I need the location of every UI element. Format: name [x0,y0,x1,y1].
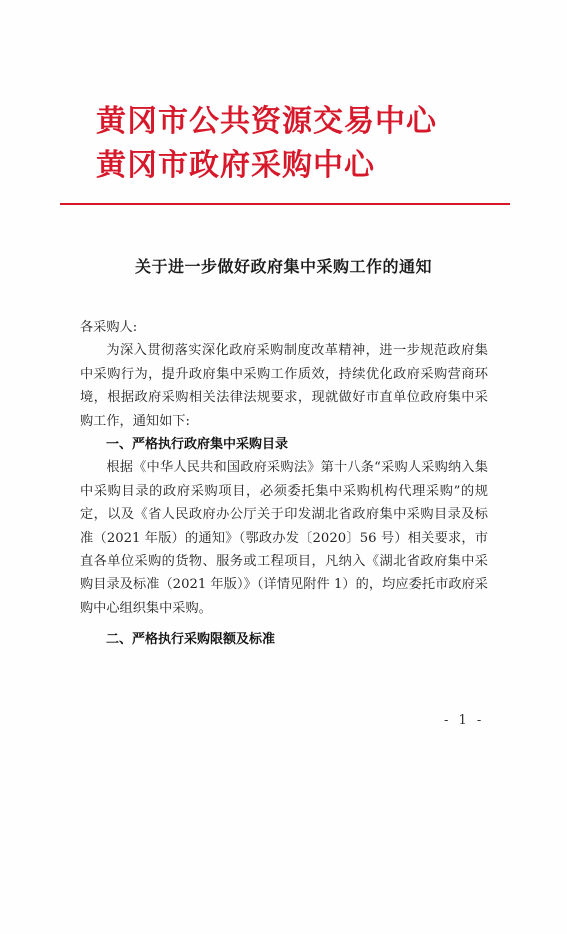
section-heading-2: 二、严格执行采购限额及标准 [106,632,276,648]
intro-paragraph: 为深入贯彻落实深化政府采购制度改革精神，进一步规范政府集中采购行为，提升政府集中采购工作质效，持续优化政府采购营商环境，根据政府采购相关法律法规要求，现就做好市直单位政府集中采购工作，通知如下: [80,343,488,429]
letterhead-line-1: 黄冈市公共资源交易中心 [96,104,437,139]
letterhead-divider [60,203,510,205]
letterhead-line-2: 黄冈市政府采购中心 [96,148,375,183]
section-1-paragraph: 根据《中华人民共和国政府采购法》第十八条“采购人采购纳入集中采购目录的政府采购项目，必须委托集中采购机构代理采购”的规定，以及《省人民政府办公厅关于印发湖北省政府集中采购目录及标准（2021 年版）的通知》（鄂政办发〔2020〕56 号）相关要求，市直各单位采购的货物、服务或工程项目，凡纳入《湖北省政府集中采购目录及标准（2021 年版）》（详情见附件 1）的，均应委托市政府采购中心组织集中采购。 [80,460,488,616]
salutation: 各采购人: [80,320,138,335]
section-heading-1: 一、严格执行政府集中采购目录 [106,437,289,453]
letterhead [96,100,496,188]
page-number: - 1 - [444,713,485,728]
document-title: 关于进一步做好政府集中采购工作的通知 [134,257,432,276]
document-body [80,316,488,652]
